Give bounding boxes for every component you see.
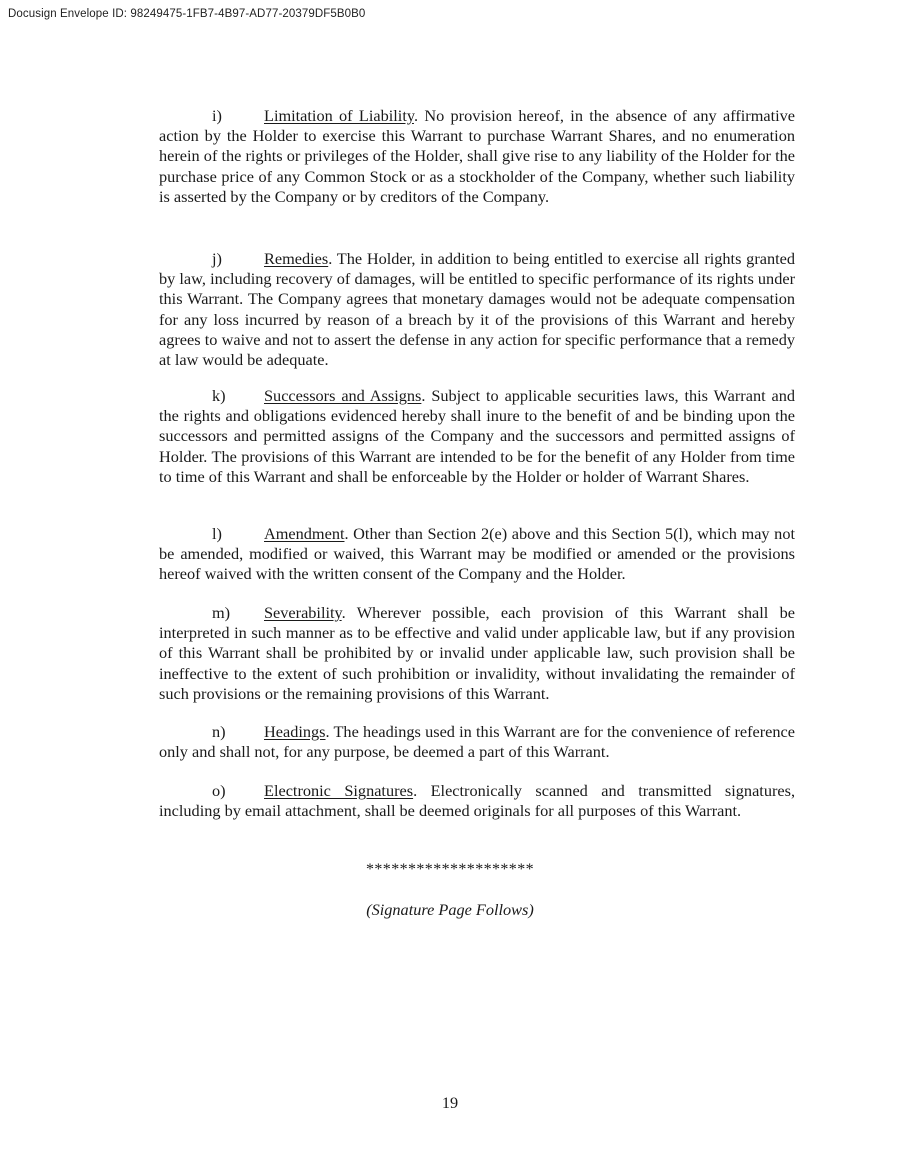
section-n	[159, 722, 795, 762]
section-body: . The Holder, in addition to being entitled to exercise all rights granted by law, including recovery of damages, will be entitled to specific performance of its rights under this Warrant. The Company agrees that monetary damages would not be adequate compensation for any loss incurred by reason of a breach by it of the provisions of this Warrant and hereby agrees to waive and not to assert the defense in any action for specific performance that a remedy at law would be adequate.	[159, 249, 795, 370]
section-heading: Remedies	[264, 249, 329, 268]
section-body: . Subject to applicable securities laws, this Warrant and the rights and obligations evidenced hereby shall inure to the benefit of and be binding upon the successors and permitted assigns of the Company and the successors and permitted assigns of Holder. The provisions of this Warrant are intended to be for the benefit of any Holder from time to time of this Warrant and shall be enforceable by the Holder or holder of Warrant Shares.	[159, 386, 795, 486]
section-heading: Severability	[264, 603, 342, 622]
section-marker: j)	[212, 249, 222, 268]
section-marker: m)	[212, 603, 231, 622]
section-j	[159, 249, 795, 370]
section-heading: Headings	[264, 722, 326, 741]
section-heading: Limitation of Liability	[264, 106, 414, 125]
section-marker: o)	[212, 781, 226, 800]
section-heading: Electronic Signatures	[264, 781, 414, 800]
section-i	[159, 106, 795, 207]
asterisk-separator: ********************	[366, 861, 534, 878]
page-number: 19	[441, 1093, 459, 1112]
section-marker: l)	[212, 524, 222, 543]
section-body: . No provision hereof, in the absence of any affirmative action by the Holder to exercise this Warrant to purchase Warrant Shares, and no enumeration herein of the rights or privileges of the Holder, shall give rise to any liability of the Holder for the purchase price of any Common Stock or as a stockholder of the Company, whether such liability is asserted by the Company or by creditors of the Company.	[159, 106, 796, 206]
section-heading: Amendment	[264, 524, 345, 543]
section-body: . Other than Section 2(e) above and this Section 5(l), which may not be amended, modified or waived, this Warrant may be modified or amended or the provisions hereof waived with the written consent of the Company and the Holder.	[159, 524, 795, 584]
section-marker: n)	[212, 722, 226, 741]
section-heading: Successors and Assigns	[264, 386, 422, 405]
section-m	[159, 603, 795, 704]
section-body: . Electronically scanned and transmitted signatures, including by email attachment, shall be deemed originals for all purposes of this Warrant.	[159, 781, 796, 821]
signature-page-note: (Signature Page Follows)	[366, 900, 534, 919]
section-marker: k)	[212, 386, 226, 405]
envelope-id: Docusign Envelope ID: 98249475-1FB7-4B97-AD77-20379DF5B0B0	[8, 8, 366, 20]
section-marker: i)	[212, 106, 222, 125]
section-o	[159, 781, 795, 821]
section-l	[159, 524, 795, 585]
section-body: . Wherever possible, each provision of this Warrant shall be interpreted in such manner as to be effective and valid under applicable law, but if any provision of this Warrant shall be prohibited by or invalid under applicable law, such provision shall be ineffective to the extent of such prohibition or invalidity, without invalidating the remainder of such provisions or the remaining provisions of this Warrant.	[159, 603, 795, 703]
section-body: . The headings used in this Warrant are for the convenience of reference only and shall not, for any purpose, be deemed a part of this Warrant.	[159, 722, 795, 762]
section-k	[159, 386, 795, 487]
